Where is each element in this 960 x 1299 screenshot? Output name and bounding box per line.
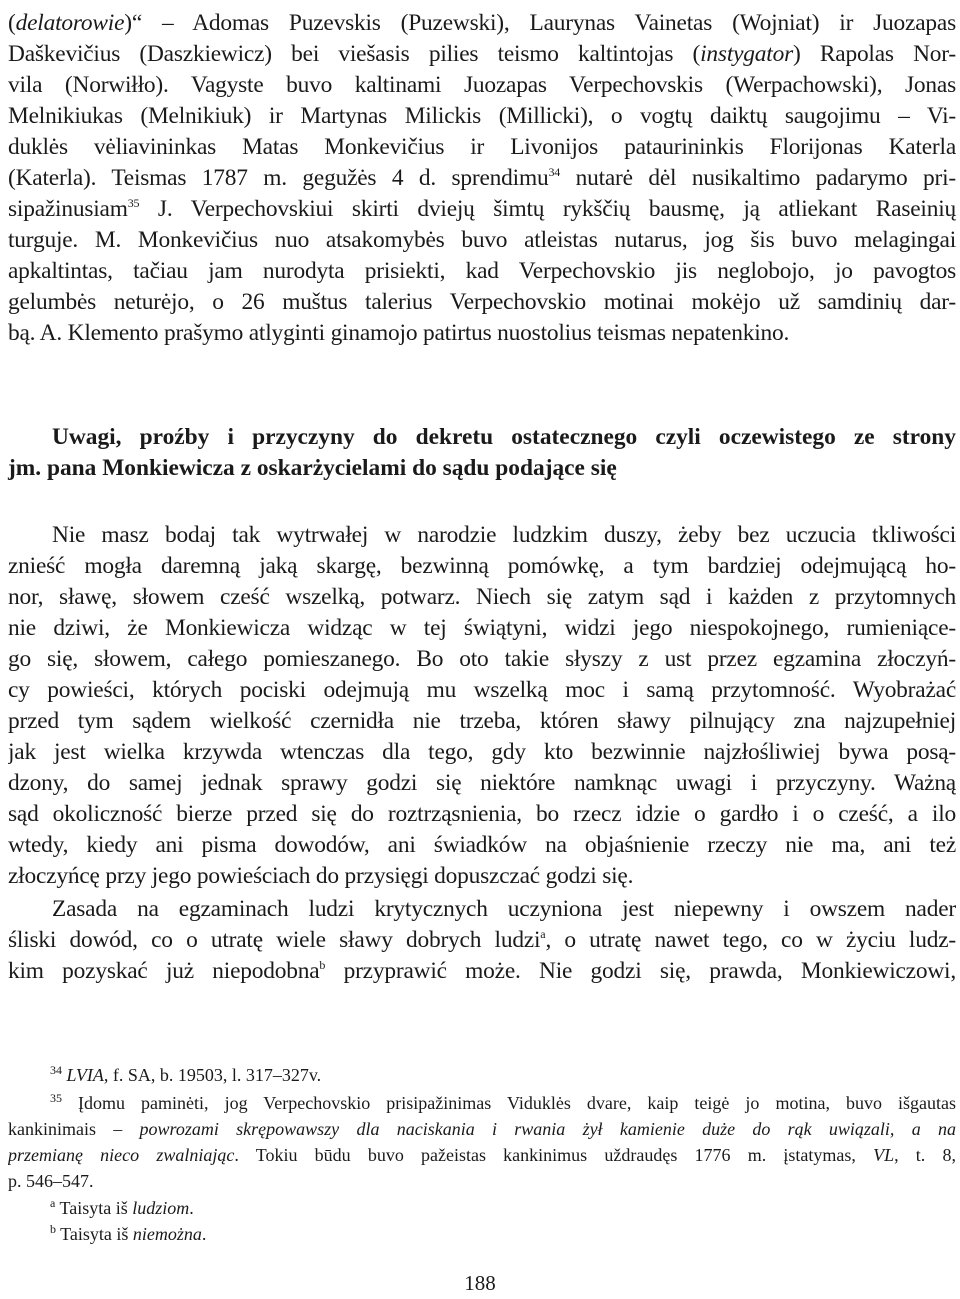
text-line: dzony, do samej jednak sprawy godzi się niektóre namknąc uwagi i przyczyny. Ważną [8,770,956,796]
footnote-35-continued: p. 546–547. [8,1171,94,1191]
text-line: (delatorowie)“ – Adomas Puzevskis (Puzewski), Laurynas Vainetas (Wojniat) ir Juozapas [8,10,956,36]
section-heading: Uwagi, proźby i przyczyny do dekretu ostatecznego czyli oczewistego ze strony [52,424,956,450]
text-line: Nie masz bodaj tak wytrwałej w narodzie ludzkim duszy, żeby bez uczucia tkliwości [52,522,956,548]
footnote-35-continued: przemianę nieco zwalniając. Tokiu būdu buvo pažeistas kankinimus uždraudęs 1776 m. įstatymas, VL, t. 8, [8,1145,956,1165]
text-line: go się, słowem, całego pomieszanego. Bo oto takie słyszy z ust przez egzamina złoczyń- [8,646,956,672]
text-line: Daškevičius (Daszkiewicz) bei viešasis pilies teismo kaltintojas (instygator) Rapolas Nor- [8,41,956,67]
footnote-ref: b [319,958,326,973]
text-line: Melnikiukas (Melnikiuk) ir Martynas Milickis (Millicki), o vogtų daiktų saugojimu – Vi- [8,103,956,129]
text-line: śliski dowód, co o utratę wiele sławy dobrych ludzi$^a$, o utratę nawet tego, co w życiu ludz- [8,927,956,953]
footnote-35: $^{35}$ Įdomu paminėti, jog Verpechovskio prisipažinimas Viduklės dvare, kaip teigė jo motina, buvo išgautas [50,1091,956,1113]
text-line: cy powieści, których pociski odejmują mu wszelką moc i samą przytomność. Wyobrażać [8,677,956,703]
text-line: przed tym sądem wielkość czernidła nie trzeba, któren sławy pilnujący zna najzupełniej [8,708,956,734]
text-line: turguje. M. Monkevičius nuo atsakomybės buvo atleistas nutarus, jog šis buvo melagingai [8,227,956,253]
footnote-ref: 35 [127,196,140,211]
text-line: nie dziwi, że Monkiewicza widząc w tej świątyni, widzi jego niespokojnego, rumieniące- [8,615,956,641]
text-line: Zasada na egzaminach ludzi krytycznych uczyniona jest niepewny i owszem nader [52,896,956,922]
text-line: kim pozyskać już niepodobna$^b$ przyprawić może. Nie godzi się, prawda, Monkiewiczowi, [8,958,956,984]
footnote-34: $^{34}$ LVIA, f. SA, b. 19503, l. 317–327v. [50,1063,322,1085]
text-line: sąd okoliczność bierze przed się do roztrząsnienia, bo rzecz idzie o gardło i o cześć, a ilo [8,801,956,827]
text-line: jak jest wielka krzywda wtenczas dla tego, gdy kto bezwinnie najzłośliwiej bywa posą- [8,739,956,765]
footnote-b: $^b$ Taisyta iš niemożna. [50,1222,207,1244]
footnote-a: $^a$ Taisyta iš ludziom. [50,1196,194,1218]
text-line: złoczyńcę przy jego powieściach do przysięgi dopuszczać godzi się. [8,863,634,889]
footnote-ref: a [540,927,546,942]
text-line: (Katerla). Teismas 1787 m. gegužės 4 d. sprendimu$^{34}$ nutarė dėl nusikaltimo padarymo pri- [8,165,956,191]
footnote-ref: 34 [548,165,561,180]
section-heading-continued: jm. pana Monkiewicza z oskarżycielami do sądu podające się [8,455,617,481]
footnote-35-continued: kankinimais – powrozami skrępowawszy dla naciskania i rwania żył kamienie duże do rąk uwiązali, a na [8,1119,956,1139]
text-line: duklės vėliavininkas Matas Monkevičius ir Livonijos pataurininkis Florijonas Katerla [8,134,956,160]
text-line: gelumbės neturėjo, o 26 muštus talerius Verpechovskio motinai mokėjo už samdinių dar- [8,289,956,315]
text-line: vila (Norwiłło). Vagyste buvo kaltinami Juozapas Verpechovskis (Werpachowski), Jonas [8,72,956,98]
text-line: znieść mogła daremną jaką skargę, bezwinną pomówkę, a tym bardziej odejmującą ho- [8,553,956,579]
text-line: sipažinusiam$^{35}$ J. Verpechovskiui skirti dviejų šimtų rykščių bausmę, ją atliekant Raseinių [8,196,956,222]
text-line: bą. A. Klemento prašymo atlyginti ginamojo patirtus nuostolius teismas nepatenkino. [8,320,790,346]
page-number: 188 [464,1271,496,1295]
text-line: apkaltintas, tačiau jam nurodyta prisiekti, kad Verpechovskio jis neglobojo, jo pavogtos [8,258,956,284]
text-line: wtedy, kiedy ani pisma dowodów, ani świadków na objaśnienie rzeczy nie ma, ani też [8,832,956,858]
text-line: nor, sławę, słowem cześć wszelką, potwarz. Niech się zatym sąd i każden z przytomnych [8,584,956,610]
